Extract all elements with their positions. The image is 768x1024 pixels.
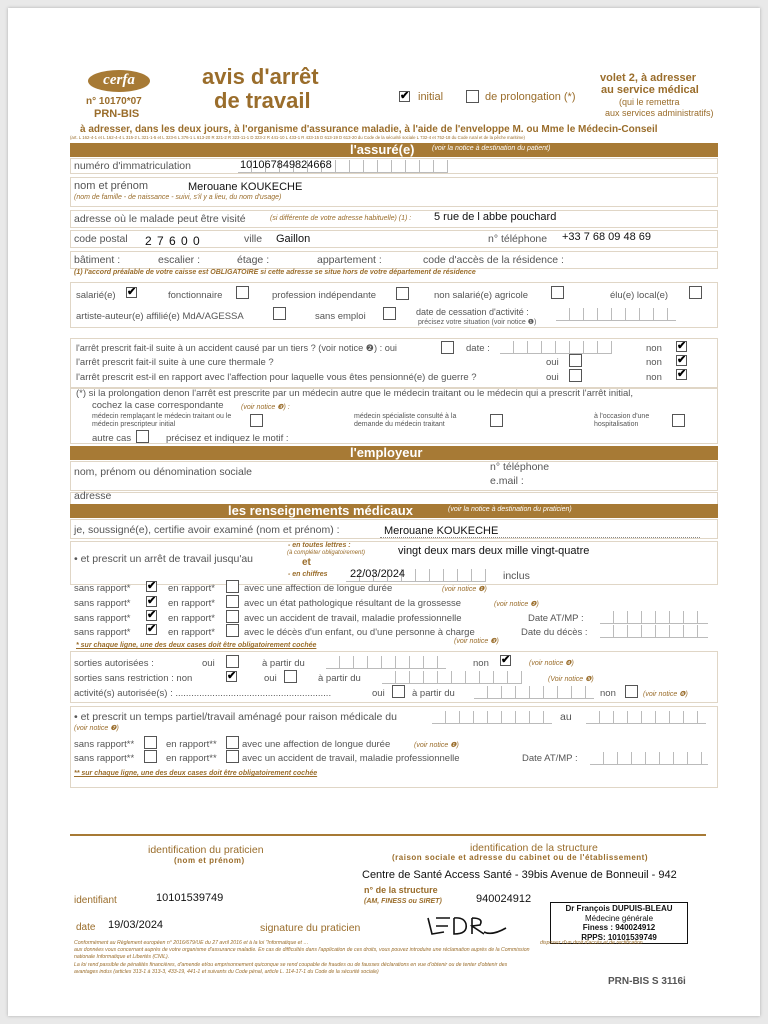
ident-structure-label: identification de la structure xyxy=(470,842,598,854)
inclus-label: inclus xyxy=(503,570,530,582)
r1-note: (voir notice ❶) xyxy=(442,586,487,593)
volet-2: au service médical xyxy=(601,84,699,96)
r3-sans-label: sans rapport* xyxy=(74,613,131,624)
fonctionnaire-label: fonctionnaire xyxy=(168,290,223,301)
form-title-2: de travail xyxy=(214,88,311,113)
struct-no-note: (AM, FINESS ou SIRET) xyxy=(364,898,442,905)
certifie-dots xyxy=(380,536,700,538)
assure-band: l'assuré(e) (voir la notice à destination du patient) xyxy=(70,143,718,157)
q2-oui-checkbox[interactable] xyxy=(569,354,582,367)
code-acces-label: code d'accès de la résidence : xyxy=(423,254,564,266)
remplacant-label: médecin remplaçant le médecin traitant ou le médecin prescripteur initial xyxy=(92,413,232,428)
form-code: PRN-BIS xyxy=(94,108,140,120)
tp2-en-label: en rapport** xyxy=(166,753,217,764)
stamp-line-1: Dr François DUPUIS-BLEAU xyxy=(565,904,673,913)
prolong-text-1: (*) si la prolongation denon l'arrêt est prescrite par un médecin autre que le médecin traitant ou le médecin qui a prescrit l'arrêt initial, xyxy=(76,388,634,399)
legal-1: Conformément au Règlement européen n° 2016/679/UE du 27 avril 2016 et à la loi "Informatique et … xyxy=(74,940,309,946)
employeur-nom-label: nom, prénom ou dénomination sociale xyxy=(74,466,253,478)
legal-4: La loi rend passible de pénalités financières, d'amende et/ou emprisonnement quiconque se rend coupable de fraudes ou de fausses déclarations en vue d'obtenir ou de tenter d'obtenir des xyxy=(74,962,508,968)
r1-sans-checkbox[interactable]: ✔ xyxy=(147,580,157,592)
autre-cas-checkbox[interactable] xyxy=(136,430,149,443)
legal-2: aux données vous concernant auprès de votre organisme d'assurance maladie. En cas de difficultés dans l'application de ces droits, vous pouvez introduire une réclamation auprès de la Commission xyxy=(74,947,530,953)
r4-date-label: Date du décès : xyxy=(521,627,588,638)
struct-no-value[interactable]: 940024912 xyxy=(476,893,532,905)
adresse-label: adresse où le malade peut être visité xyxy=(74,213,246,225)
tp-au-label: au xyxy=(560,711,572,723)
sorties-auth-oui-checkbox[interactable] xyxy=(226,655,239,668)
activites-boxes[interactable] xyxy=(474,686,594,699)
tp2-label: avec un accident de travail, maladie professionnelle xyxy=(242,753,460,764)
employeur-band: l'employeur xyxy=(70,446,718,460)
q3-non-checkbox[interactable]: ✔ xyxy=(677,368,687,380)
lettres-label: - en toutes lettres : xyxy=(288,542,351,549)
form-title-1: avis d'arrêt xyxy=(202,64,319,89)
nom-value[interactable]: Merouane KOUKECHE xyxy=(188,181,303,193)
artiste-label: artiste-auteur(e) affilié(e) MdA/AGESSA xyxy=(76,311,244,322)
r4-en-checkbox[interactable] xyxy=(226,624,239,637)
identifiant-label: identifiant xyxy=(74,895,117,906)
r2-en-checkbox[interactable] xyxy=(226,595,239,608)
cessation-note: précisez votre situation (voir notice ❶) xyxy=(418,319,537,326)
ident-praticien-label: identification du praticien xyxy=(148,844,264,856)
tp1-en-checkbox[interactable] xyxy=(226,736,239,749)
r3-en-label: en rapport* xyxy=(168,613,216,624)
accord-note: (1) l'accord préalable de votre caisse est OBLIGATOIRE si cette adresse se situe hors de votre département de résidence xyxy=(74,269,476,276)
sorties-auth-boxes[interactable] xyxy=(326,656,446,669)
batiment-label: bâtiment : xyxy=(74,254,121,266)
initial-checkbox[interactable]: ✔ xyxy=(400,90,410,102)
stamp-line-2: Médecine générale xyxy=(584,913,654,923)
volet-4: aux services administratifs) xyxy=(605,108,714,118)
stamp-line-3: Finess : 940024912 xyxy=(582,923,656,932)
instruction: à adresser, dans les deux jours, à l'organisme d'assurance maladie, à l'aide de l'enveloppe M. ou Mme le Médecin-Conseil xyxy=(80,124,658,135)
r3-date-boxes[interactable] xyxy=(600,611,708,624)
nom-row xyxy=(70,177,718,207)
sorties-sans-oui: oui xyxy=(264,673,277,684)
q1-non-label: non xyxy=(646,343,662,354)
tp-from-boxes[interactable] xyxy=(432,711,552,724)
q2-label: l'arrêt prescrit fait-il suite à une cure thermale ? xyxy=(76,357,274,368)
ville-value[interactable]: Gaillon xyxy=(276,233,311,245)
form-number: n° 10170*07 xyxy=(86,96,142,107)
adresse-note: (si différente de votre adresse habituelle) (1) : xyxy=(270,215,412,222)
employeur-email-label: e.mail : xyxy=(490,475,524,487)
tp-note: (voir notice ❼) xyxy=(74,725,119,732)
tp2-date-label: Date AT/MP : xyxy=(522,753,578,764)
et-label: et xyxy=(302,557,311,568)
legal-1b: disposez d'un droit d'accès et de rectification xyxy=(540,940,643,946)
r2-sans-label: sans rapport* xyxy=(74,598,131,609)
certifie-label: je, soussigné(e), certifie avoir examiné (nom et prénom) : xyxy=(74,524,340,536)
q3-oui-checkbox[interactable] xyxy=(569,369,582,382)
tp1-note: (voir notice ❶) xyxy=(414,742,459,749)
hospitalisation-checkbox[interactable] xyxy=(672,414,685,427)
r2-sans-checkbox[interactable]: ✔ xyxy=(147,595,157,607)
ident-praticien-sub: (nom et prénom) xyxy=(174,856,245,865)
elu-checkbox[interactable] xyxy=(689,286,702,299)
stamp-line-4: RPPS: 10101539749 xyxy=(581,932,657,942)
q3-label: l'arrêt prescrit est-il en rapport avec l'affection pour laquelle vous êtes pensionné(e) de guerre ? xyxy=(76,372,477,383)
legal-5: avantages indus (articles 313-1 à 313-3, 433-19, 441-1 et suivants du Code pénal, article L. 114-17-1 du Code de la sécurité sociale) xyxy=(74,969,379,975)
r2-note: (voir notice ❷) xyxy=(494,601,539,608)
r1-en-checkbox[interactable] xyxy=(226,580,239,593)
autre-cas-label: autre cas xyxy=(92,433,132,444)
tp1-sans-label: sans rapport** xyxy=(74,739,135,750)
activites-note: (voir notice ❻) xyxy=(643,691,688,698)
structure-value[interactable]: Centre de Santé Access Santé - 39bis Avenue de Bonneuil - 942 xyxy=(362,869,677,881)
ident-structure-sub: (raison sociale et adresse du cabinet ou de l'établissement) xyxy=(392,853,648,862)
salarie-label: salarié(e) xyxy=(76,290,116,301)
doctor-stamp xyxy=(550,902,688,944)
sorties-sans-non-checkbox[interactable]: ✔ xyxy=(227,670,237,682)
tp1-sans-checkbox[interactable] xyxy=(144,736,157,749)
immat-label: numéro d'immatriculation xyxy=(74,160,191,172)
sorties-sans-label: sorties sans restriction : non xyxy=(74,673,193,684)
adresse-value[interactable]: 5 rue de l abbe pouchard xyxy=(434,211,557,223)
elu-label: élu(e) local(e) xyxy=(610,290,669,301)
r1-label: avec une affection de longue durée xyxy=(244,583,393,594)
q1-date-label: date : xyxy=(466,343,490,354)
artiste-checkbox[interactable] xyxy=(273,307,286,320)
q1-label: l'arrêt prescrit fait-il suite à un accident causé par un tiers ? (voir notice ❷) : oui xyxy=(76,343,397,353)
volet-1: volet 2, à adresser xyxy=(600,72,697,84)
prolong-note: (voir notice ❸) : xyxy=(241,404,290,411)
immat-value[interactable]: 101067849824668 xyxy=(240,159,332,171)
q2-oui-label: oui xyxy=(546,357,559,368)
cerfa-logo: cerfa xyxy=(88,70,150,92)
identifiant-value[interactable]: 10101539749 xyxy=(156,892,224,904)
sorties-auth-label: sorties autorisées : xyxy=(74,658,154,669)
r4-sans-label: sans rapport* xyxy=(74,627,131,638)
tp2-date-boxes[interactable] xyxy=(590,752,708,765)
r3-date-label: Date AT/MP : xyxy=(528,613,584,624)
star-note: * sur chaque ligne, une des deux cases doit être obligatoirement cochée xyxy=(76,642,317,649)
appartement-label: appartement : xyxy=(317,254,382,266)
medical-band: les renseignements médicaux (voir la notice à destination du praticien) xyxy=(70,504,718,518)
tel-value[interactable]: +33 7 68 09 48 69 xyxy=(562,231,651,243)
remplacant-checkbox[interactable] xyxy=(250,414,263,427)
activites-apartir: à partir du xyxy=(412,688,455,699)
struct-no-label: n° de la structure xyxy=(364,885,438,895)
cessation-boxes[interactable] xyxy=(556,308,676,321)
r4-en-label: en rapport* xyxy=(168,627,216,638)
legal-3: nationale Informatique et Libertés (CNIL). xyxy=(74,954,170,960)
sorties-sans-boxes[interactable] xyxy=(382,671,522,684)
non-salarie-label: non salarié(e) agricole xyxy=(434,290,528,301)
employeur-tel-label: n° téléphone xyxy=(490,461,550,473)
fonctionnaire-checkbox[interactable] xyxy=(236,286,249,299)
star2-note: ** sur chaque ligne, une des deux cases doit être obligatoirement cochée xyxy=(74,770,318,777)
date-value[interactable]: 19/03/2024 xyxy=(108,919,164,931)
q3-oui-label: oui xyxy=(546,372,559,383)
signature-image xyxy=(422,912,512,940)
r4-sans-checkbox[interactable]: ✔ xyxy=(147,623,157,635)
sorties-auth-non-checkbox[interactable]: ✔ xyxy=(501,654,511,666)
tp1-en-label: en rapport** xyxy=(166,739,217,750)
non-salarie-checkbox[interactable] xyxy=(551,286,564,299)
cessation-label: date de cessation d'activité : xyxy=(416,307,529,317)
r1-sans-label: sans rapport* xyxy=(74,583,131,594)
temps-partiel-label: • et prescrit un temps partiel/travail aménagé pour raison médicale du xyxy=(74,711,397,723)
sorties-auth-oui: oui xyxy=(202,658,215,669)
prolongation-label: de prolongation (*) xyxy=(485,91,576,103)
specialiste-label: médecin spécialiste consulté à la demande du médecin traitant xyxy=(354,413,457,428)
legal-ref: (art. L 162-4-1 et L 162-4-4 L 315-2 L 321-1-5 et L 323-6 L 376-1 L 613-20 R 321-2 R 323-11-1 D 323-2 R 441-10 L 433-1 R 433-15 D 613-19 D 613-20 du Code de la sécurité sociale L 732-4 et 752-18 du Code rural et de la pêche maritime) xyxy=(70,135,525,140)
etage-label: étage : xyxy=(237,254,270,266)
q1-non-checkbox[interactable]: ✔ xyxy=(677,340,687,352)
prolong-text-2: cochez la case correspondante xyxy=(92,400,224,411)
prof-indep-label: profession indépendante xyxy=(272,290,377,301)
q1-date-boxes[interactable] xyxy=(500,341,612,354)
sorties-auth-note: (voir notice ❹) xyxy=(529,660,574,667)
sorties-auth-apartir: à partir du xyxy=(262,658,305,669)
chiffres-value[interactable]: 22/03/2024 xyxy=(350,568,406,580)
r4-note: (voir notice ❸) xyxy=(454,638,499,645)
r4-date-boxes[interactable] xyxy=(600,625,708,638)
tp2-en-checkbox[interactable] xyxy=(226,750,239,763)
r1-en-label: en rapport* xyxy=(168,583,216,594)
footer-code: PRN-BIS S 3116i xyxy=(608,976,686,987)
r3-label: avec un accident de travail, maladie professionnelle xyxy=(244,613,462,624)
ville-label: ville xyxy=(244,233,263,245)
r2-label: avec un état pathologique résultant de la grossesse xyxy=(244,598,462,609)
employeur-adresse-label: adresse xyxy=(74,490,112,502)
specialiste-checkbox[interactable] xyxy=(490,414,503,427)
q2-non-checkbox[interactable]: ✔ xyxy=(677,354,687,366)
tp1-label: avec une affection de longue durée xyxy=(242,739,391,750)
volet-3: (qui le remettra xyxy=(619,97,680,107)
sorties-sans-oui-checkbox[interactable] xyxy=(284,670,297,683)
sorties-sans-note: (Voir notice ❺) xyxy=(548,676,594,683)
lettres-value[interactable]: vingt deux mars deux mille vingt-quatre xyxy=(398,545,590,557)
q2-non-label: non xyxy=(646,357,662,368)
r2-en-label: en rapport* xyxy=(168,598,216,609)
form-page xyxy=(8,8,760,1016)
tp2-sans-checkbox[interactable] xyxy=(144,750,157,763)
hospitalisation-label: à l'occasion d'une hospitalisation xyxy=(594,413,650,428)
sans-emploi-checkbox[interactable] xyxy=(383,307,396,320)
prolongation-checkbox[interactable] xyxy=(466,90,479,103)
r4-label: avec le décès d'un enfant, ou d'une personne à charge xyxy=(244,627,475,638)
signature-label: signature du praticien xyxy=(260,922,361,934)
r3-sans-checkbox[interactable]: ✔ xyxy=(147,609,157,621)
activites-oui-checkbox[interactable] xyxy=(392,685,405,698)
precisez-label: précisez et indiquez le motif : xyxy=(166,433,289,444)
cp-value[interactable]: 2 7 6 0 0 xyxy=(145,234,201,248)
cp-label: code postal xyxy=(74,233,128,245)
tp2-sans-label: sans rapport** xyxy=(74,753,135,764)
tp-to-boxes[interactable] xyxy=(586,711,706,724)
activites-label: activité(s) autorisée(s) : ........................................................... xyxy=(74,688,332,699)
sorties-sans-apartir: à partir du xyxy=(318,673,361,684)
tel-label: n° téléphone xyxy=(488,233,548,245)
sans-emploi-label: sans emploi xyxy=(315,311,366,322)
escalier-label: escalier : xyxy=(158,254,201,266)
prof-indep-checkbox[interactable] xyxy=(396,287,409,300)
activites-non-checkbox[interactable] xyxy=(625,685,638,698)
certifie-value[interactable]: Merouane KOUKECHE xyxy=(384,525,499,537)
lettres-note: (à compléter obligatoirement) xyxy=(287,550,366,556)
chiffres-label: - en chiffres xyxy=(288,571,328,578)
sorties-auth-non: non xyxy=(473,658,489,669)
salarie-checkbox[interactable]: ✔ xyxy=(127,286,137,298)
nom-note: (nom de famille - de naissance - suivi, s'il y a lieu, du nom d'usage) xyxy=(74,194,282,201)
q3-non-label: non xyxy=(646,372,662,383)
activites-oui: oui xyxy=(372,688,385,699)
initial-label: initial xyxy=(418,91,444,103)
q1-oui-checkbox[interactable] xyxy=(441,341,454,354)
activites-non: non xyxy=(600,688,616,699)
praticien-top-line xyxy=(70,834,706,836)
r3-en-checkbox[interactable] xyxy=(226,610,239,623)
date-label: date xyxy=(76,922,96,933)
nom-label: nom et prénom xyxy=(74,180,148,192)
prescrit-label: • et prescrit un arrêt de travail jusqu'au xyxy=(74,553,254,565)
